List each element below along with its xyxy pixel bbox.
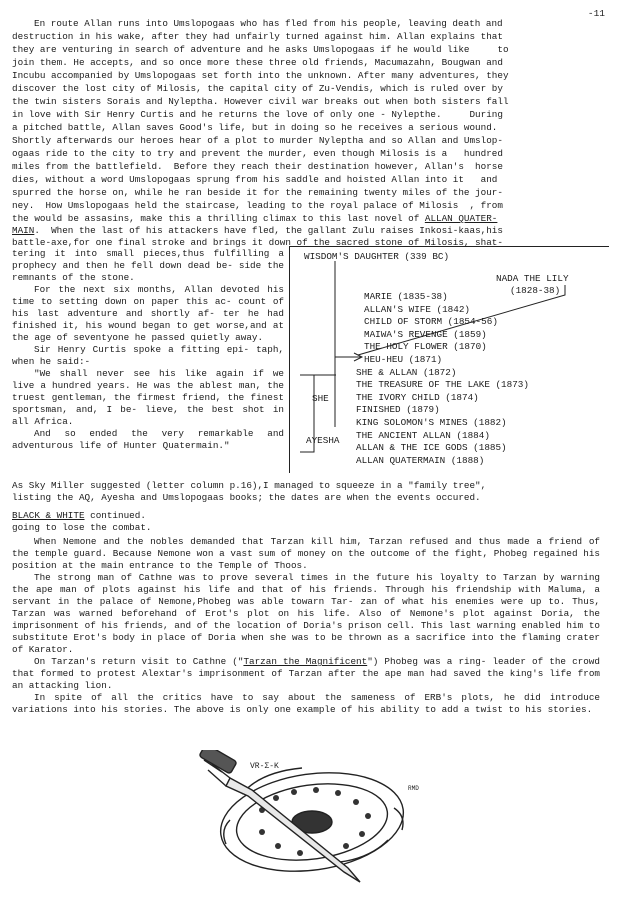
tree-top-title: WISDOM'S DAUGHTER (339 BC) [304, 251, 450, 262]
section-paragraph: When Nemone and the nobles demanded that Tarzan kill him, Tarzan refused and thus made a friend of the temple guard. Because Nemone won a vast sum of money on the outcome of the fight, Phobeg regained his position at the main entrance to the Temple of Thoos. [12, 536, 600, 571]
intro-line: Shortly afterwards our heroes hear of a plot to murder Nyleptha and so Allan and Umslop- [12, 135, 503, 146]
tree-nada-title: NADA THE LILY [496, 273, 569, 284]
tree-book: FINISHED (1879) [356, 404, 440, 416]
intro-line: dies, without a word Umslopogaas sprung from his saddle and hoisted Allan into it and [12, 174, 498, 185]
tree-book: ALLAN'S WIFE (1842) [364, 303, 471, 315]
intro-line: join them. He accepts, and so once more these three old friends, Macumazahn, Bougwan and [12, 57, 503, 68]
left-paragraph: tering it into small pieces,thus fulfilling a prophecy and then he fell down dead be- side the remnants of the stone. [12, 248, 284, 283]
intro-line: the twin sisters Sorais and Nyleptha. However civil war breaks out when both sisters fall [12, 96, 509, 107]
tree-book: HEU-HEU (1871) [364, 354, 443, 365]
tree-book: KING SOLOMON'S MINES (1882) [356, 417, 507, 428]
intro-line: a pitched battle, Allan saves Good's life, but in doing so he receives a serious wound. [12, 122, 498, 133]
tree-book: THE TREASURE OF THE LAKE (1873) [356, 379, 529, 391]
intro-line: Incubu accompanied by Umslopogaas set forth into the unknown. After many adventures, they [12, 70, 509, 81]
section-paragraph: The strong man of Cathne was to prove several times in the future his loyalty to Tarzan by warning the ape man of plots against his life and that of his friends. Through his friendship with Maluma, a servant in the palace of Nemone,Phobeg was able towarn Tar- zan of what his enemies were up to. Thus, Tarzan was warned beforehand of Erot's plot on his life. Also of Nemone's plot against Doria, the imprisonment of his friends, and of the location of Doria's prison cell. This last warning enabled him to substitute Erot's body in place of Doria when she was to be thrown as a sacrifice into the flaming crater of Karator. [12, 572, 600, 655]
black-white-section [12, 536, 600, 716]
intro-line: miles from the battlefield. Before they reach their destination however, Allan's horse [12, 161, 503, 172]
tree-book: ALLAN QUATERMAIN (1888) [356, 454, 485, 466]
left-column-text [12, 244, 284, 452]
dagger-icon [199, 750, 360, 882]
tree-book: THE HOLY FLOWER (1870) [364, 341, 487, 353]
section-heading: BLACK & WHITE continued. [12, 510, 146, 521]
intro-line: discover the lost city of Milosis, the capital city of Zu-Vendis, which is ruled over by [12, 83, 503, 94]
tree-she-label: SHE [312, 393, 329, 404]
tree-book: MARIE (1835-38) [364, 291, 448, 302]
tree-ayesha-label: AYESHA [306, 435, 340, 446]
left-paragraph: For the next six months, Allan devoted his time to setting down on paper this ac- count of his last adventure and shortly af- ter he had finished it, his wound began to get worse,and at the age of seventyone he passed quietly away. [12, 284, 284, 343]
intro-line: they are venturing in search of adventure and he asks Umslopogaas if he would like to [12, 44, 509, 55]
left-paragraph: And so ended the very remarkable and adventurous life of Hunter Quatermain." [12, 428, 284, 451]
title-continuation-line: MAIN. When the last of his attackers have fled, the gallant Zulu raises Inkosi-kaas,his [12, 225, 503, 236]
intro-line: ogaas ride to the city to try and prevent the murder, even though Milosis is a hundred [12, 148, 503, 159]
shield-icon [214, 762, 410, 883]
page-number: -11 [587, 8, 605, 19]
left-paragraph: "We shall never see his like again if we live a hundred years. He was the ablest man, the truest gentleman, the firmest friend, the finest sportsman, and, I be- lieve, the best shot in all Africa. [12, 368, 284, 427]
novel-title-part1: ALLAN QUATER- [424, 213, 498, 224]
battleaxe-line: battle-axe,for one final stroke and brings it down of the sacred stone of Milosis, shat- [12, 237, 503, 248]
note-line: As Sky Miller suggested (letter column p.16),I managed to squeeze in a "family tree", [12, 480, 487, 491]
section-first-line: going to lose the combat. [12, 522, 152, 533]
family-tree-box [289, 246, 609, 473]
artist-signature: RMD [408, 785, 419, 792]
tree-book: CHILD OF STORM (1854-56) [364, 316, 498, 328]
cathne-paragraph: On Tarzan's return visit to Cathne ("Tarzan the Magnificent") Phobeg was a ring- leader of the crowd that formed to protest Alextar's imprisonment of Tarzan after the ape man had saved the king's life from an attacking lion. [12, 656, 600, 691]
novel-title-part2: MAIN [12, 225, 35, 236]
intro-line: En route Allan runs into Umslopogaas who has fled from his people, leaving death and [34, 18, 503, 29]
tree-nada-years: (1828-38) [510, 285, 561, 296]
tree-book: THE IVORY CHILD (1874) [356, 391, 479, 403]
tree-book: THE ANCIENT ALLAN (1884) [356, 429, 490, 441]
tree-book: MAIWA'S REVENGE (1859) [364, 328, 487, 340]
tree-book: SHE & ALLAN (1872) [356, 366, 457, 378]
cathne-book-title: Tarzan the Magnificent [243, 656, 368, 667]
intro-line: in love with Sir Henry Curtis and he returns the love of only one - Nylepthe. During [12, 109, 503, 120]
shield-mark: VR-Σ-K [250, 762, 279, 771]
note-line: listing the AQ, Ayesha and Umslopogaas books; the dates are when the events occured. [12, 492, 481, 503]
intro-line: ney. How Umslopogaas held the staircase, leading to the royal palace of Milosis , from [12, 200, 503, 211]
intro-line: destruction in his wake, after they had unfairly turned against him. Allan explains that [12, 31, 503, 42]
shield-and-dagger-drawing [190, 750, 430, 905]
tree-book: ALLAN & THE ICE GODS (1885) [356, 442, 507, 454]
allan-quatermain-line: the would be assasins, make this a thrilling climax to this last novel of ALLAN QUATER- [12, 213, 498, 224]
intro-line: spurred the horse on, while he ran beside it for the remaining twenty miles of the jour- [12, 187, 503, 198]
left-paragraph: Sir Henry Curtis spoke a fitting epi- taph, when he said:- [12, 344, 284, 367]
closing-paragraph: In spite of all the critics have to say about the sameness of ERB's plots, he did introduce variations into his stories. The above is only one example of his ability to add a twist to his stories. [12, 692, 600, 715]
